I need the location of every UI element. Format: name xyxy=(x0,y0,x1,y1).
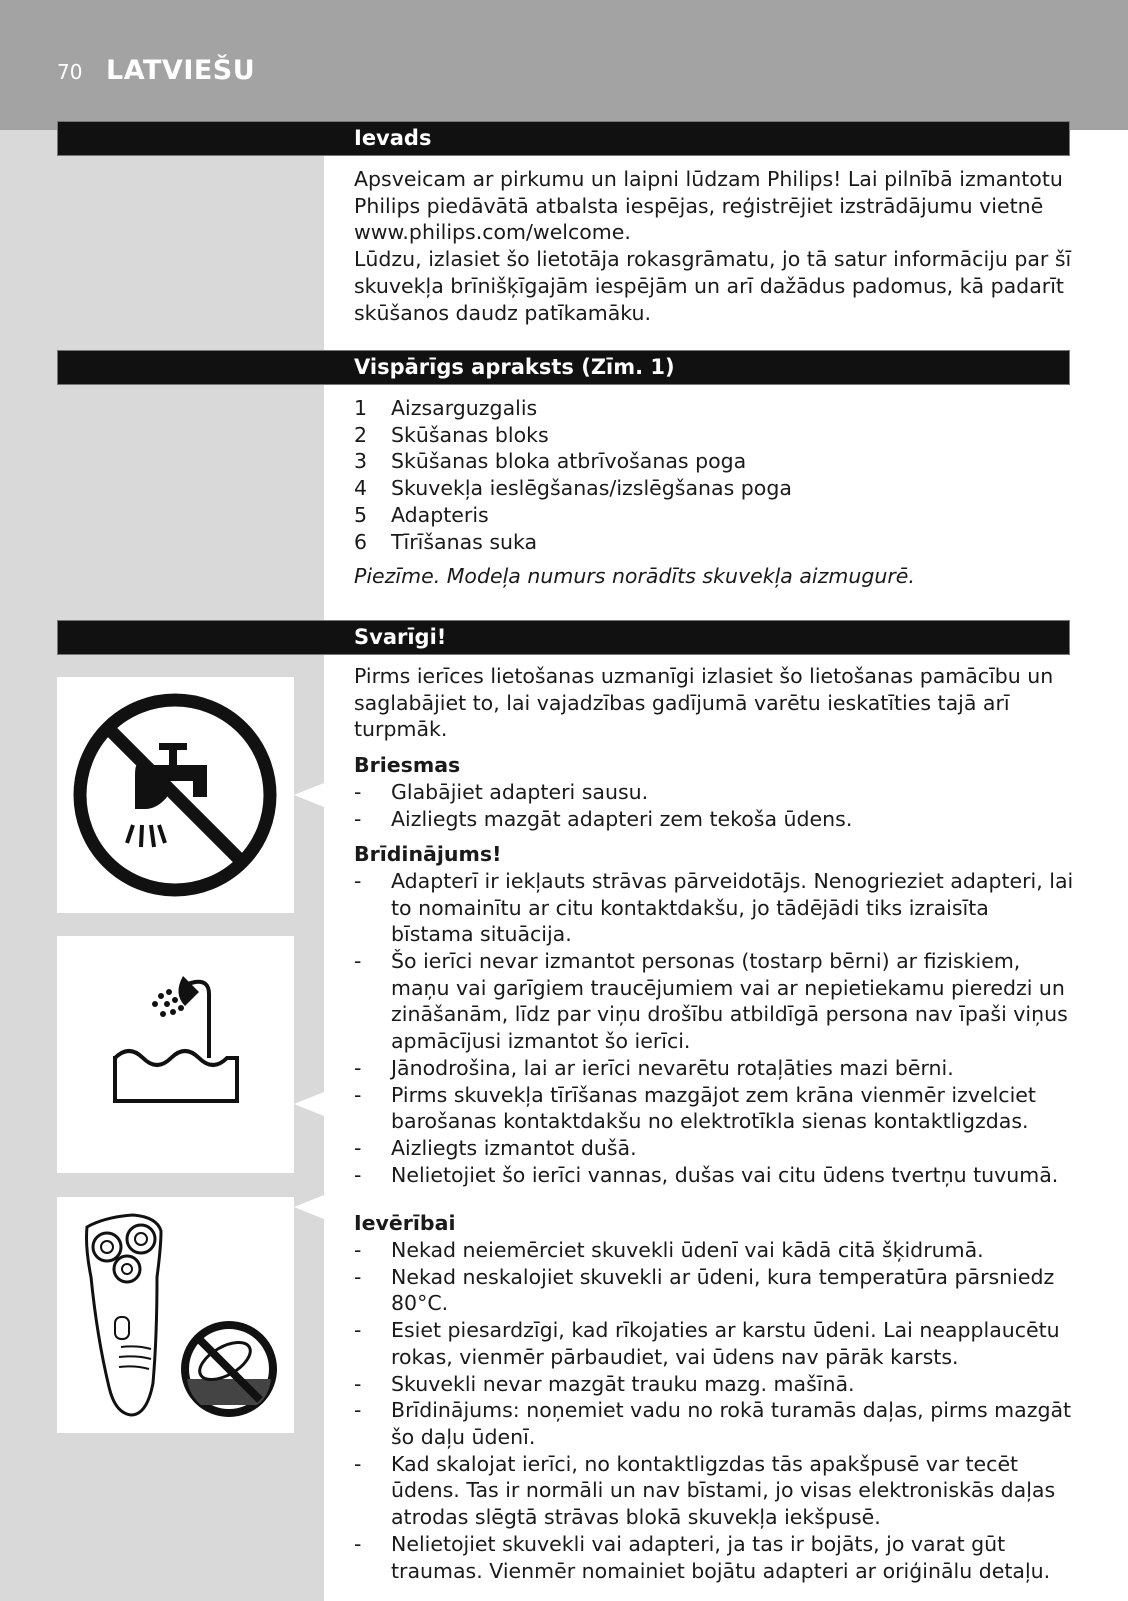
no-tap-water-illustration xyxy=(57,677,294,913)
list-item: - Kad skalojat ierīci, no kontaktligzdas tās apakšpusē var tecēt ūdens. Tas ir normāli un nav bīstami, jo visas elektroniskās daļas atrodas slēgtā strāvas blokā skuvekļa iekšpusē. xyxy=(354,1451,1056,1530)
danger-list xyxy=(354,779,1074,832)
caution-list xyxy=(354,1237,1074,1584)
intro-paragraph: Lūdzu, izlasiet šo lietotāja rokasgrāmatu, jo tā satur informāciju par šī skuvekļa brīnišķīgajām iespējām un arī dažādus padomus, kā padarīt skūšanos daudz patīkamāku. xyxy=(354,247,1072,325)
danger-heading: Briesmas xyxy=(354,753,461,778)
intro-text xyxy=(354,166,1074,326)
no-running-water-icon xyxy=(57,677,294,913)
no-dishwasher-shaver-illustration xyxy=(57,1197,294,1433)
list-item: - Aizliegts izmantot dušā. xyxy=(354,1135,637,1160)
intro-paragraph: Apsveicam ar pirkumu un laipni lūdzam Philips! Lai pilnībā izmantotu Philips piedāvātā atbalsta iespējas, reģistrējiet izstrādājumu vietnē www.philips.com/welcome. xyxy=(354,167,1063,245)
list-item: - Nelietojiet skuvekli vai adapteri, ja tas ir bojāts, jo varat gūt traumas. Vienmēr nomainiet bojātu adapteri ar oriģinālu detaļu. xyxy=(354,1531,1051,1583)
important-intro: Pirms ierīces lietošanas uzmanīgi izlasiet šo lietošanas pamācību un saglabājiet to, lai vajadzības gadījumā varētu ieskatīties tajā arī turpmāk. xyxy=(354,664,1054,742)
list-item: - Adapterī ir iekļauts strāvas pārveidotājs. Nenogrieziet adapteri, lai to nomainītu ar citu kontaktdakšu, jo tādējādi tiks izraisīta bīstama situācija. xyxy=(354,868,1074,947)
page-language-title: LATVIEŠU xyxy=(106,55,256,86)
shower-bath-illustration xyxy=(57,936,294,1173)
section-title: Svarīgi! xyxy=(354,625,447,649)
list-item: - Nekad neskalojiet skuvekli ar ūdeni, kura temperatūra pārsniedz 80°C. xyxy=(354,1264,1055,1316)
important-content xyxy=(354,663,1074,1584)
list-item: - Nelietojiet šo ierīci vannas, dušas vai citu ūdens tvertņu tuvumā. xyxy=(354,1162,1059,1187)
callout-pointer xyxy=(294,1092,324,1116)
list-item: 2 Skūšanas bloks xyxy=(354,422,549,447)
warning-heading: Brīdinājums! xyxy=(354,842,502,867)
caution-heading: Ievērībai xyxy=(354,1211,456,1236)
list-item: 6 Tīrīšanas suka xyxy=(354,529,538,554)
list-item: - Brīdinājums: noņemiet vadu no rokā turamās daļas, pirms mazgāt šo daļu ūdenī. xyxy=(354,1398,1072,1449)
section-title: Vispārīgs apraksts (Zīm. 1) xyxy=(354,355,675,379)
callout-pointer xyxy=(294,1195,324,1219)
list-item: 4 Skuvekļa ieslēgšanas/izslēgšanas poga xyxy=(354,476,792,501)
section-title: Ievads xyxy=(354,126,432,150)
list-item: - Pirms skuvekļa tīrīšanas mazgājot zem krāna vienmēr izvelciet barošanas kontaktdakšu no elektrotīkla sienas kontaktligzdas. xyxy=(354,1082,1036,1134)
parts-list xyxy=(354,395,1074,555)
section-header-general-description xyxy=(57,350,1070,385)
callout-pointer xyxy=(294,783,324,807)
shower-bath-icon xyxy=(57,936,294,1173)
section-header-important xyxy=(57,620,1070,655)
list-item: - Aizliegts mazgāt adapteri zem tekoša ūdens. xyxy=(354,806,853,831)
list-item: - Skuvekli nevar mazgāt trauku mazg. mašīnā. xyxy=(354,1371,855,1396)
parts-list-block xyxy=(354,395,1074,590)
list-item: - Nekad neiemērciet skuvekli ūdenī vai kādā citā šķidrumā. xyxy=(354,1238,984,1263)
list-item: 3 Skūšanas bloka atbrīvošanas poga xyxy=(354,449,747,474)
list-item: - Glabājiet adapteri sausu. xyxy=(354,779,649,804)
list-item: - Šo ierīci nevar izmantot personas (tostarp bērni) ar fiziskiem, maņu vai garīgiem traucējumiem vai ar nepietiekamu pieredzi un zināšanām, līdz par viņu drošību atbildīgā persona nav īpaši viņus apmācījusi izmantot šo ierīci. xyxy=(354,949,1068,1054)
section-header-ievads xyxy=(57,121,1070,156)
list-item: 1 Aizsarguzgalis xyxy=(354,396,538,420)
list-item: - Jānodrošina, lai ar ierīci nevarētu rotaļāties mazi bērni. xyxy=(354,1055,954,1080)
list-item: 5 Adapteris xyxy=(354,502,489,527)
warning-list xyxy=(354,868,1074,1188)
shaver-illustration xyxy=(57,1197,294,1433)
list-item: - Esiet piesardzīgi, kad rīkojaties ar karstu ūdeni. Lai neapplaucētu rokas, vienmēr pārbaudiet, vai ūdens nav pārāk karsts. xyxy=(354,1318,1060,1369)
page-number: 70 xyxy=(57,60,83,84)
model-number-note: Piezīme. Modeļa numurs norādīts skuvekļa aizmugurē. xyxy=(354,564,915,589)
